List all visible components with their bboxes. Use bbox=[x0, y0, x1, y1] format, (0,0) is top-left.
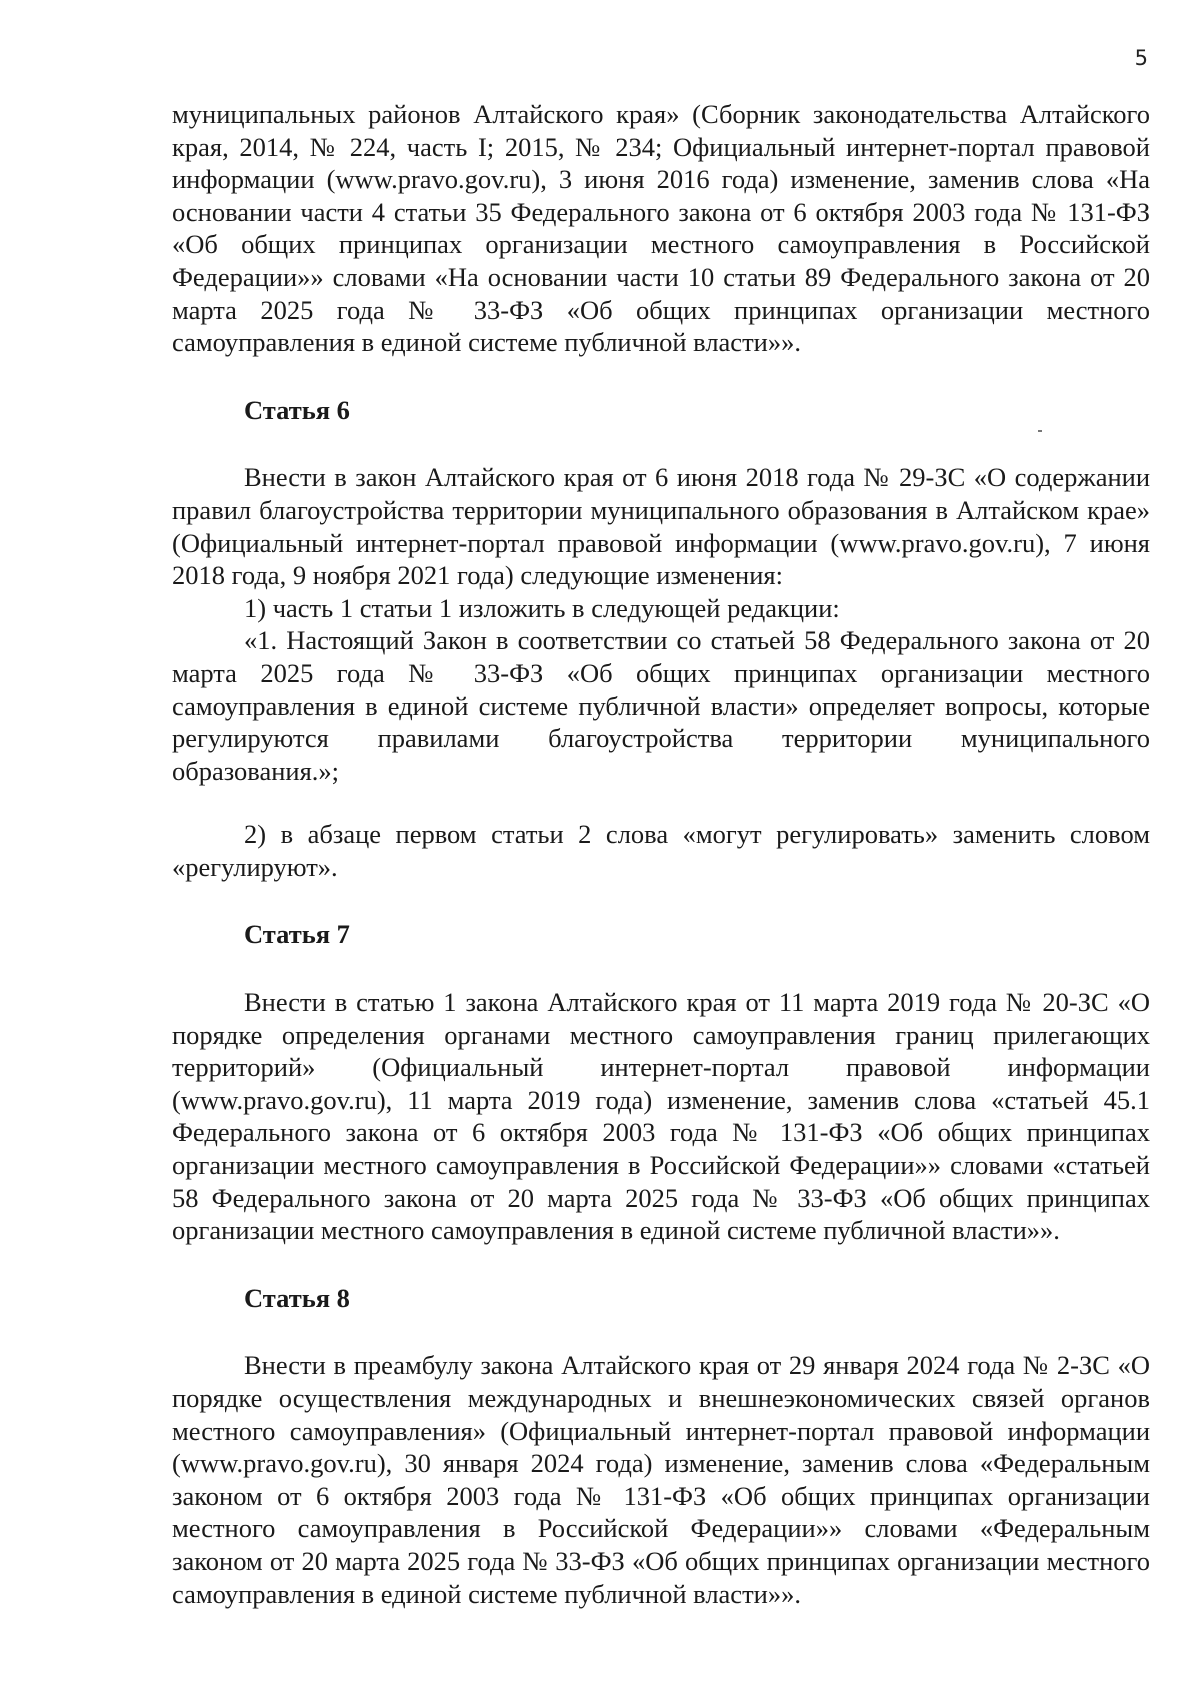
article-7-paragraph-1: Внести в статью 1 закона Алтайского края от 11 марта 2019 года № 20-ЗС «О порядке определения органами местного самоуправления границ прилегающих территорий» (Официальный интернет-портал правовой информации (www.pravo.gov.ru), 11 марта 2019 года) изменение, заменив слова «статьей 45.1 Федерального закона от 6 октября 2003 года № 131-ФЗ «Об общих принципах организации местного самоуправления в Российской Федерации»» словами «статьей 58 Федерального закона от 20 марта 2025 года № 33-ФЗ «Об общих принципах организации местного самоуправления в единой системе публичной власти»». bbox=[172, 987, 1150, 1246]
page-number: 5 bbox=[1134, 46, 1148, 70]
article-8-paragraph-1: Внести в преамбулу закона Алтайского края от 29 января 2024 года № 2-ЗС «О порядке осуществления международных и внешнеэкономических связей органов местного самоуправления» (Официальный интернет-портал правовой информации (www.pravo.gov.ru), 30 января 2024 года) изменение, заменив слова «Федеральным законом от 6 октября 2003 года № 131-ФЗ «Об общих принципах организации местного самоуправления в Российской Федерации»» словами «Федеральным законом от 20 марта 2025 года № 33-ФЗ «Об общих принципах организации местного самоуправления в единой системе публичной власти»». bbox=[172, 1350, 1150, 1609]
document-body bbox=[172, 98, 1150, 1610]
article-7-heading: Статья 7 bbox=[244, 919, 350, 950]
article-8-heading: Статья 8 bbox=[244, 1282, 350, 1313]
article-6-heading: Статья 6 bbox=[244, 394, 350, 425]
article-6-paragraph-2: 1) часть 1 статьи 1 изложить в следующей редакции: bbox=[244, 592, 840, 623]
article-6-paragraph-3: «1. Настоящий Закон в соответствии со статьей 58 Федерального закона от 20 марта 2025 года № 33-ФЗ «Об общих принципах организации местного самоуправления в единой системе публичной власти» определяет вопросы, которые регулируются правилами благоустройства территории муниципального образования.»; bbox=[172, 625, 1150, 786]
article-6-paragraph-4: 2) в абзаце первом статьи 2 слова «могут регулировать» заменить словом «регулируют». bbox=[172, 819, 1150, 882]
intro-paragraph: муниципальных районов Алтайского края» (Сборник законодательства Алтайского края, 2014, № 224, часть I; 2015, № 234; Официальный интернет-портал правовой информации (www.pravo.gov.ru), 3 июня 2016 года) изменение, заменив слова «На основании части 4 статьи 35 Федерального закона от 6 октября 2003 года № 131-ФЗ «Об общих принципах организации местного самоуправления в Российской Федерации»» словами «На основании части 10 статьи 89 Федерального закона от 20 марта 2025 года № 33-ФЗ «Об общих принципах организации местного самоуправления в единой системе публичной власти»». bbox=[172, 99, 1150, 358]
article-6-paragraph-1: Внести в закон Алтайского края от 6 июня 2018 года № 29-ЗС «О содержании правил благоустройства территории муниципального образования в Алтайском крае» (Официальный интернет-портал правовой информации (www.pravo.gov.ru), 7 июня 2018 года, 9 ноября 2021 года) следующие изменения: bbox=[172, 462, 1150, 591]
